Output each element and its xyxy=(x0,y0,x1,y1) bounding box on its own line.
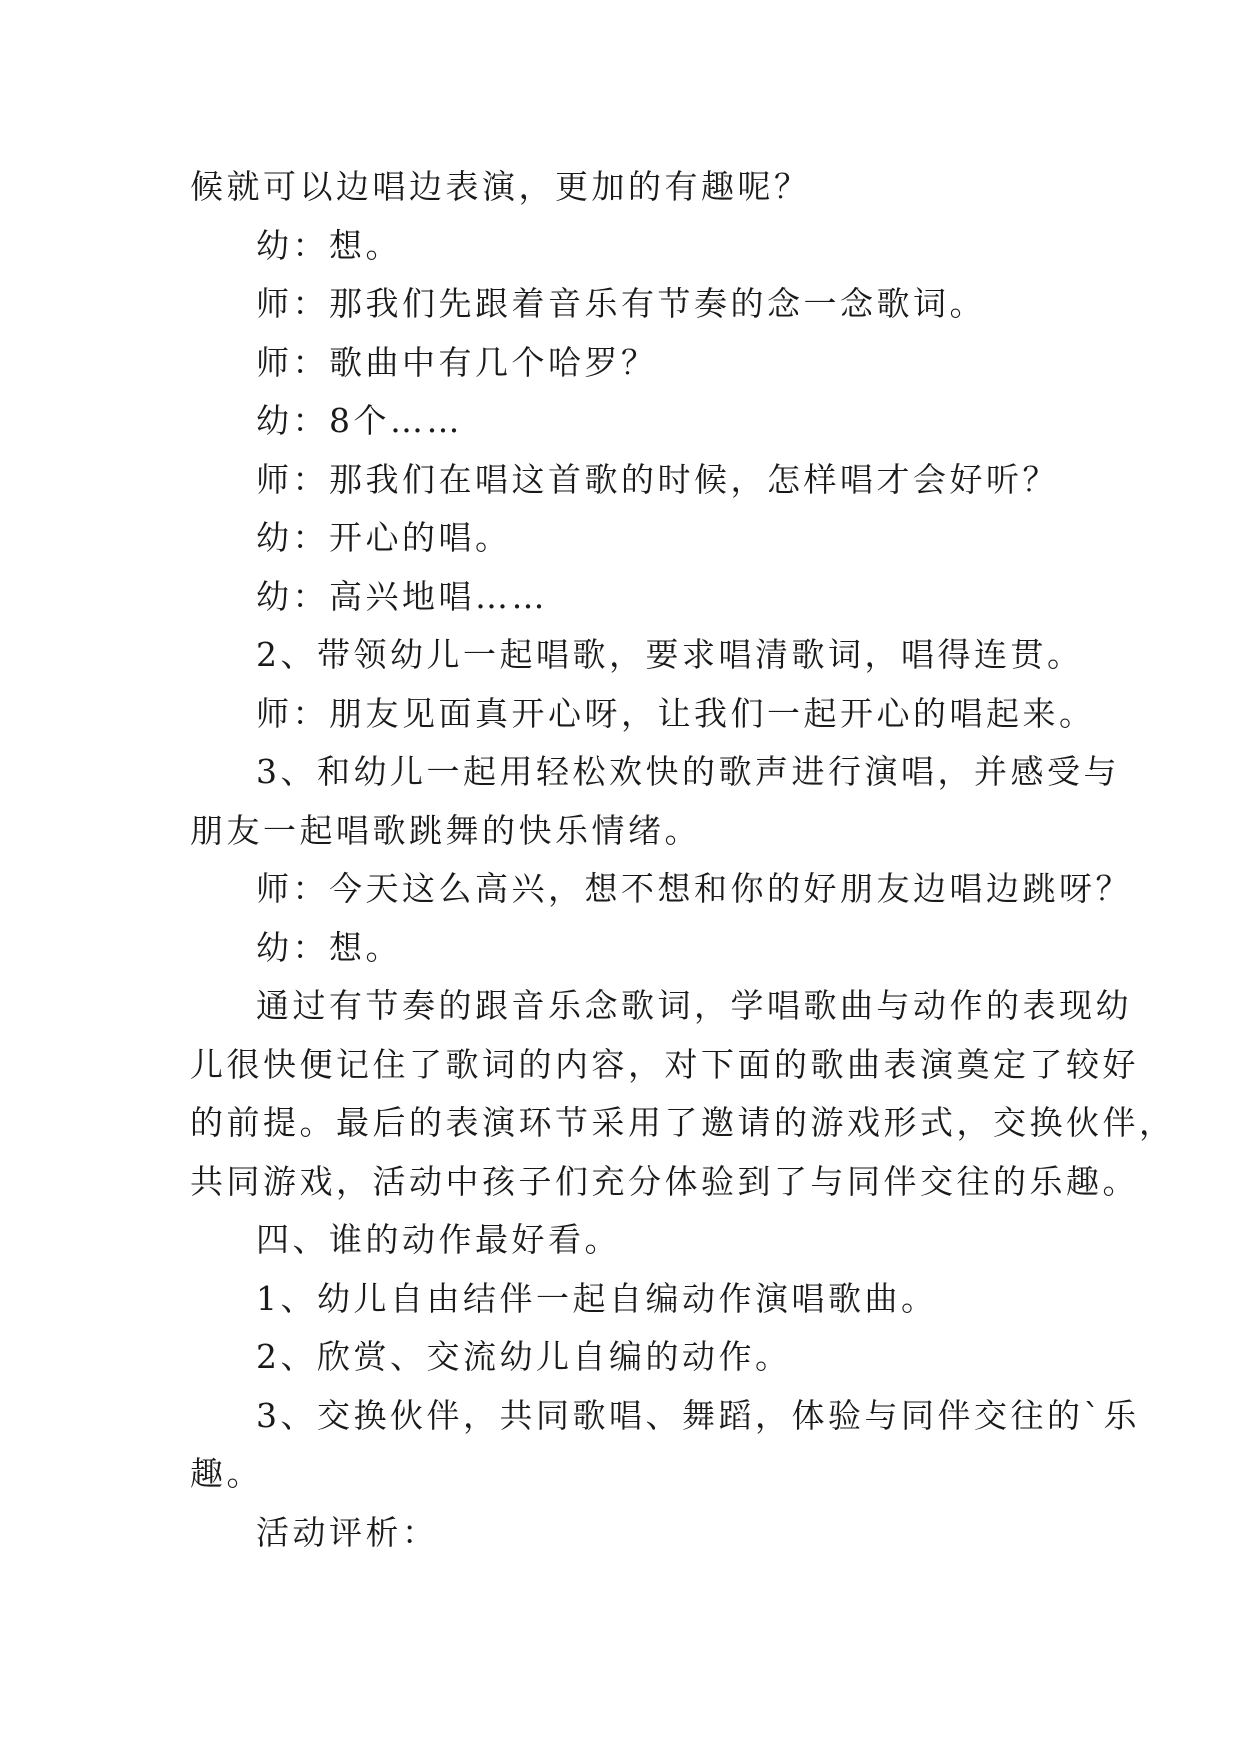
text-line: 师：那我们在唱这首歌的时候，怎样唱才会好听？ xyxy=(256,459,1059,499)
text-line: 3、交换伙伴，共同歌唱、舞蹈，体验与同伴交往的`乐 xyxy=(256,1395,1140,1435)
text-line: 师：今天这么高兴，想不想和你的好朋友边唱边跳呀？ xyxy=(256,869,1132,908)
text-line: 幼：想。 xyxy=(256,927,402,967)
text-line: 师：歌曲中有几个哈罗？ xyxy=(256,342,658,382)
text-line: 幼：8个…… xyxy=(256,401,463,440)
text-line: 1、幼儿自由结伴一起自编动作演唱歌曲。 xyxy=(256,1278,938,1318)
text-line: 师：那我们先跟着音乐有节奏的念一念歌词。 xyxy=(256,284,986,323)
text-line: 3、和幼儿一起用轻松欢快的歌声进行演唱，并感受与 xyxy=(256,752,1120,791)
text-line: 幼：开心的唱。 xyxy=(256,518,512,557)
text-line: 活动评析： xyxy=(256,1512,439,1552)
text-line: 四、谁的动作最好看。 xyxy=(256,1220,621,1259)
text-line: 幼：想。 xyxy=(256,225,402,265)
text-line: 共同游戏，活动中孩子们充分体验到了与同伴交往的乐趣。 xyxy=(190,1161,1139,1201)
text-line: 候就可以边唱边表演，更加的有趣呢？ xyxy=(190,167,811,206)
text-line: 2、欣赏、交流幼儿自编的动作。 xyxy=(256,1337,792,1376)
text-line: 的前提。最后的表演环节采用了邀请的游戏形式，交换伙伴， xyxy=(190,1103,1176,1142)
document-body xyxy=(190,158,1176,1562)
text-line: 幼：高兴地唱…… xyxy=(256,576,548,616)
text-line: 通过有节奏的跟音乐念歌词，学唱歌曲与动作的表现幼 xyxy=(256,986,1132,1025)
text-line: 趣。 xyxy=(190,1454,263,1493)
text-line: 2、带领幼儿一起唱歌，要求唱清歌词，唱得连贯。 xyxy=(256,635,1084,674)
text-line: 儿很快便记住了歌词的内容，对下面的歌曲表演奠定了较好 xyxy=(190,1044,1139,1084)
text-line: 师：朋友见面真开心呀，让我们一起开心的唱起来。 xyxy=(256,693,1096,733)
text-line: 朋友一起唱歌跳舞的快乐情绪。 xyxy=(190,810,701,850)
